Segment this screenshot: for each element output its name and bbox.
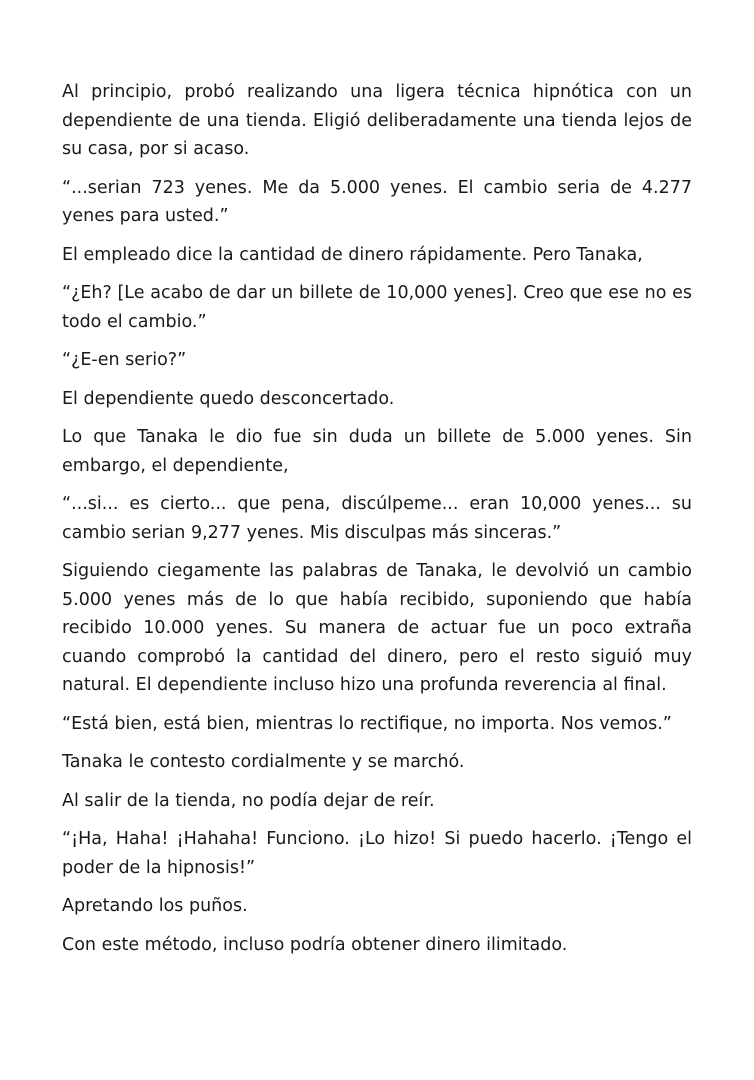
paragraph-15: Con este método, incluso podría obtener dinero ilimitado. <box>62 934 568 955</box>
paragraph-2: “...serian 723 yenes. Me da 5.000 yenes. El cambio seria de 4.277 yenes para usted.” <box>62 177 692 226</box>
paragraph-3: El empleado dice la cantidad de dinero rápidamente. Pero Tanaka, <box>62 244 643 265</box>
paragraph-5: “¿E-en serio?” <box>62 350 187 370</box>
paragraph-10: “Está bien, está bien, mientras lo rectifique, no importa. Nos vemos.” <box>62 713 672 734</box>
document-page <box>62 78 692 969</box>
paragraph-9: Siguiendo ciegamente las palabras de Tanaka, le devolvió un cambio 5.000 yenes más de lo que había recibido, suponiendo que había recibido 10.000 yenes. Su manera de actuar fue un poco extraña cuando comprobó la cantidad del dinero, pero el resto siguió muy natural. El dependiente incluso hizo una profunda reverencia al final. <box>62 561 692 695</box>
paragraph-13: “¡Ha, Haha! ¡Hahaha! Funciono. ¡Lo hizo! Si puedo hacerlo. ¡Tengo el poder de la hipnosis!” <box>62 829 692 878</box>
paragraph-4: “¿Eh? [Le acabo de dar un billete de 10,000 yenes]. Creo que ese no es todo el cambio.” <box>62 283 692 332</box>
paragraph-6: El dependiente quedo desconcertado. <box>62 388 395 409</box>
paragraph-8: “...si... es cierto... que pena, discúlpeme... eran 10,000 yenes... su cambio serian 9,277 yenes. Mis disculpas más sinceras.” <box>62 494 692 543</box>
paragraph-12: Al salir de la tienda, no podía dejar de reír. <box>62 790 435 811</box>
paragraph-11: Tanaka le contesto cordialmente y se marchó. <box>62 752 465 772</box>
paragraph-7: Lo que Tanaka le dio fue sin duda un billete de 5.000 yenes. Sin embargo, el dependiente, <box>62 427 692 476</box>
paragraph-14: Apretando los puños. <box>62 896 248 916</box>
paragraph-1: Al principio, probó realizando una ligera técnica hipnótica con un dependiente de una tienda. Eligió deliberadamente una tienda lejos de su casa, por si acaso. <box>62 82 692 159</box>
